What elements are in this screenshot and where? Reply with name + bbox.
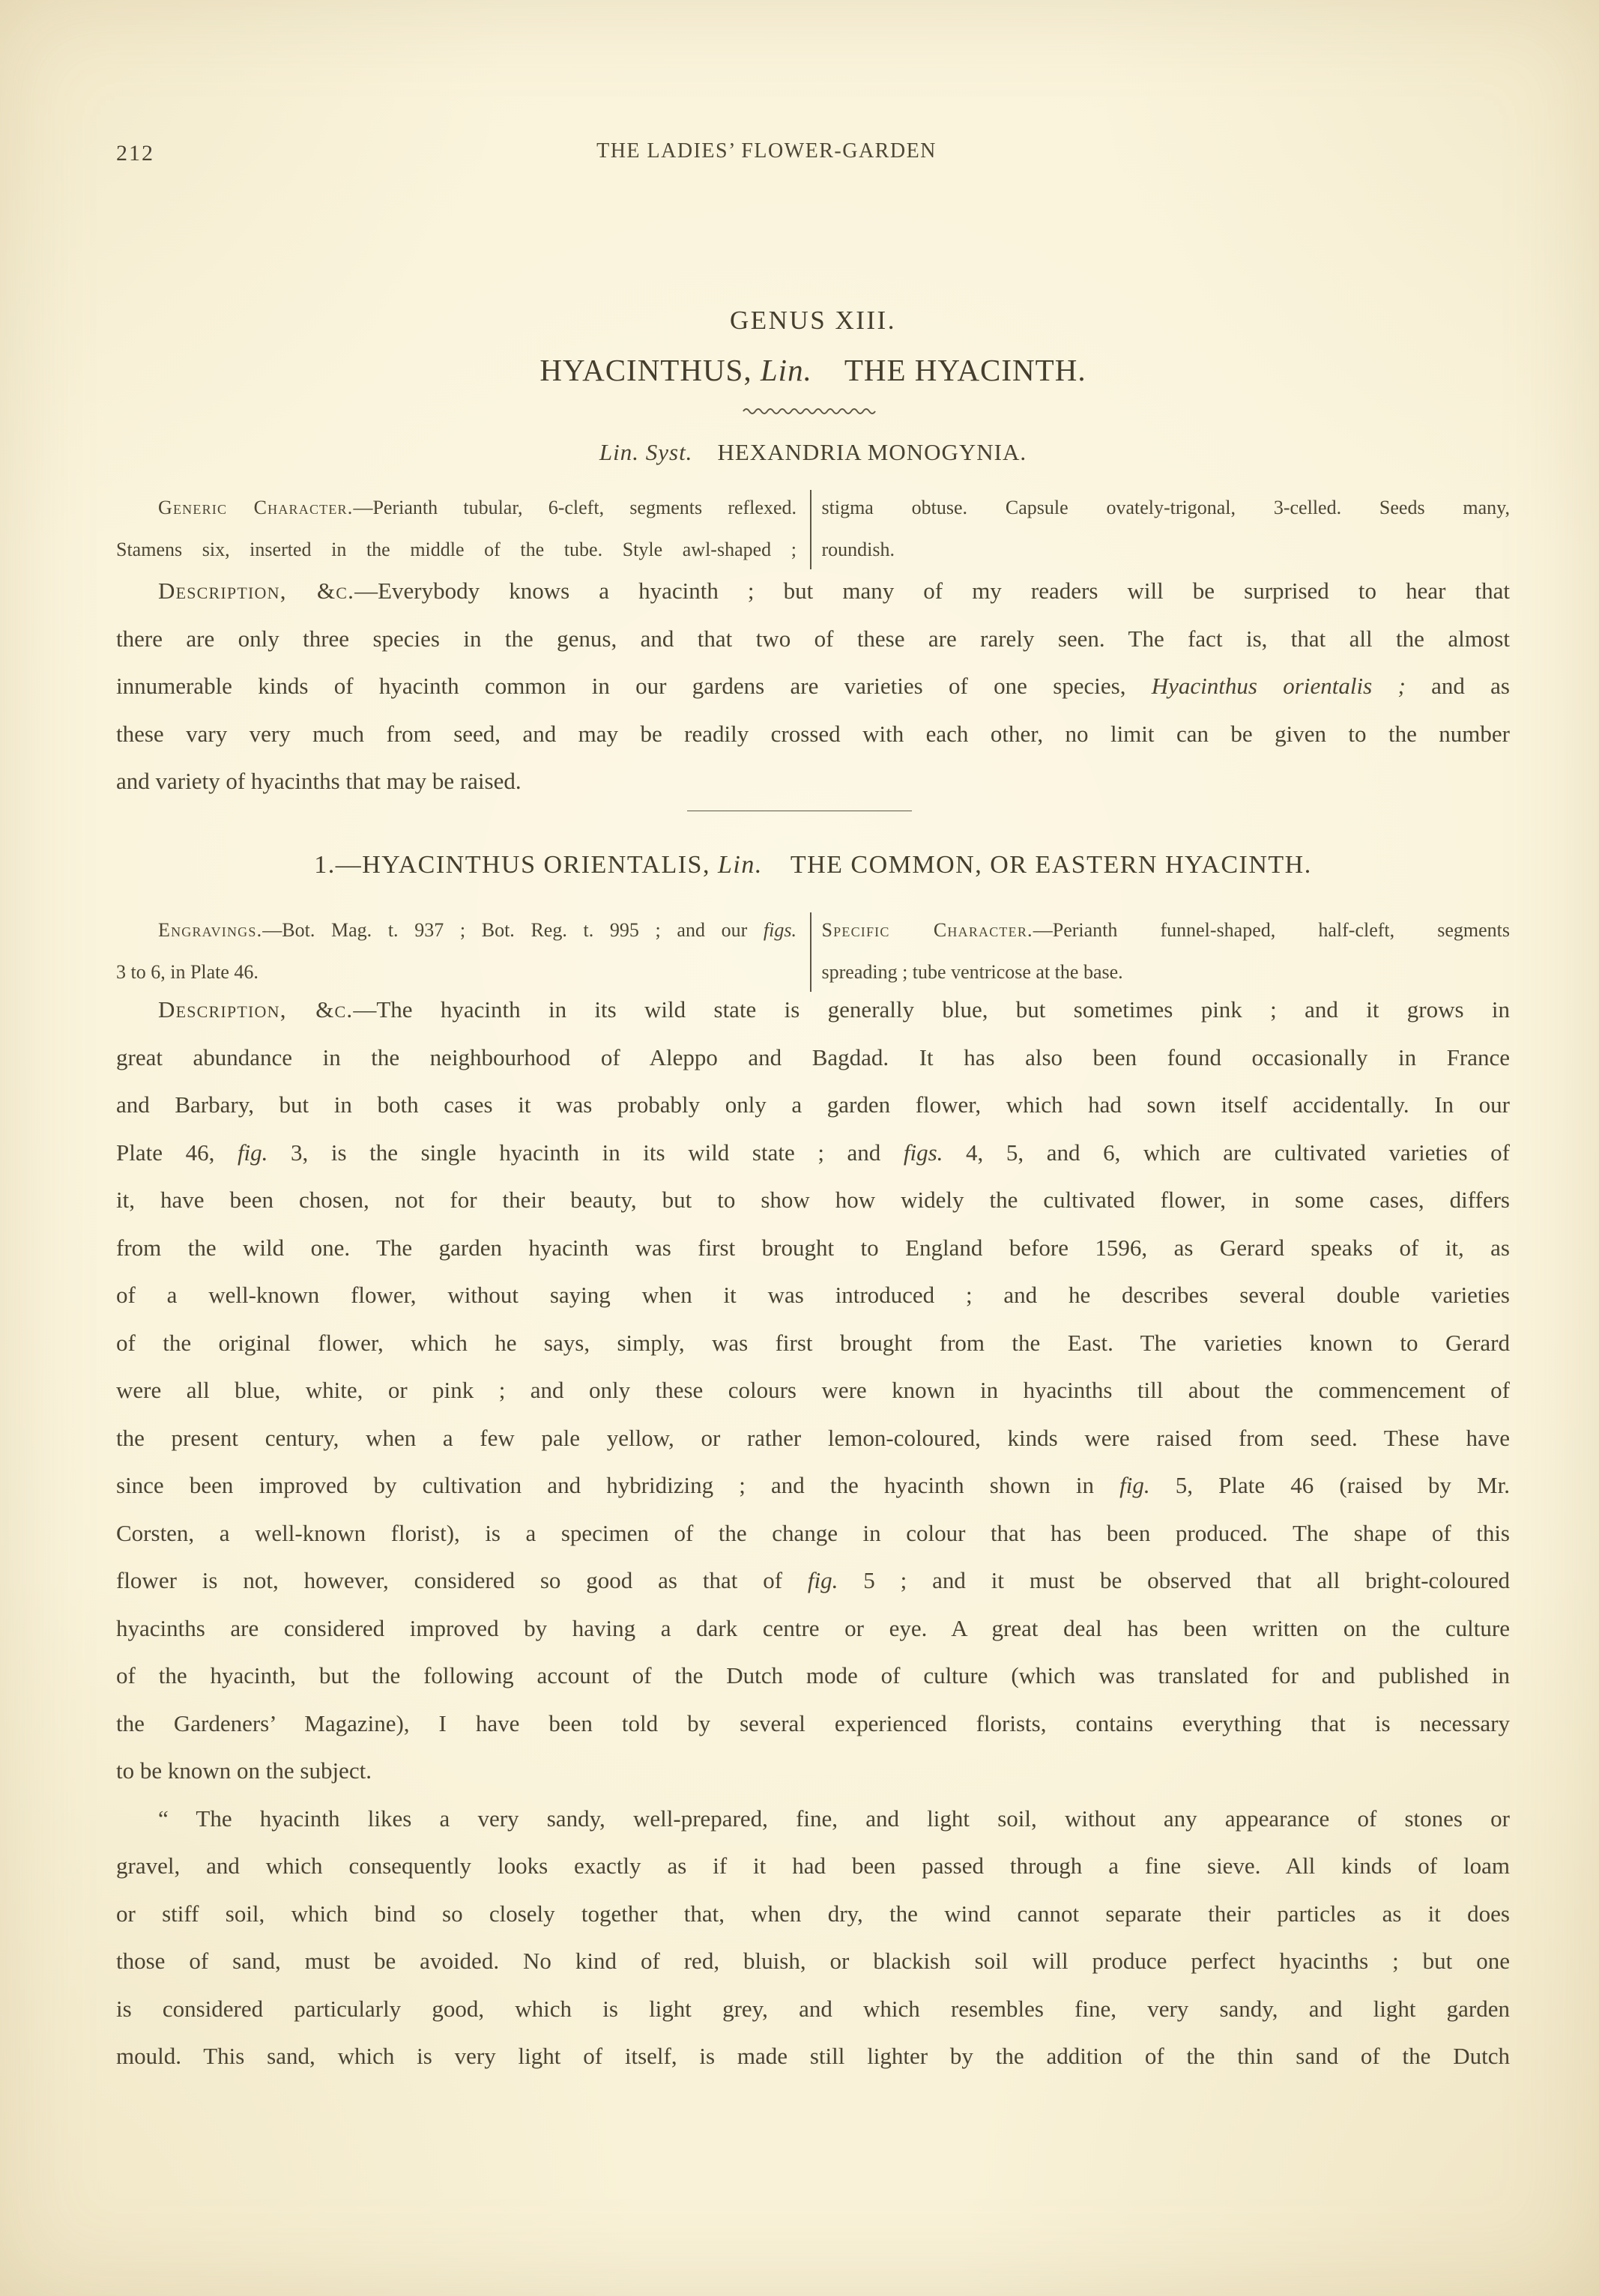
species-body: [116, 986, 1510, 2080]
culture-quote-paragraph: “ The hyacinth likes a very sandy, well-prepared, fine, and light soil, without any appearance of stones or gravel, and which consequently looks exactly as if it had been passed through a fine sieve. All kinds of loam or stiff soil, which bind so closely together that, when dry, the wind cannot separate their particles as it does those of sand, must be avoided. No kind of red, bluish, or blackish soil will produce perfect hyacinths ; but one is considered particularly good, which is light grey, and which resembles fine, very sandy, and light garden mould. This sand, which is very light of itself, is made still lighter by the addition of the thin sand of the Dutch: [116, 1805, 1510, 2069]
generic-character-right: stigma obtuse. Capsule ovately-trigonal, 3-celled. Seeds many, roundish.: [821, 497, 1510, 560]
page-number: 212: [116, 141, 154, 166]
generic-character-left: Generic Character.—Perianth tubular, 6-cleft, segments reflexed. Stamens six, inserted in the middle of the tube. Style awl-shaped ;: [116, 497, 797, 560]
genus-title: HYACINTHUS, Lin. THE HYACINTH.: [539, 353, 1086, 387]
species-heading: 1.—HYACINTHUS ORIENTALIS, Lin. THE COMMON, OR EASTERN HYACINTH.: [314, 851, 1312, 879]
specific-character-note: Specific Character.—Perianth funnel-shaped, half-cleft, segments spreading ; tube ventricose at the base.: [821, 919, 1511, 983]
engravings-note: Engravings.—Bot. Mag. t. 937 ; Bot. Reg. t. 995 ; and our figs. 3 to 6, in Plate 46.: [116, 919, 797, 983]
genus-description-paragraph: Description, &c.—Everybody knows a hyacinth ; but many of my readers will be surprised to hear that there are only three species in the genus, and that two of these are rarely seen. The fact is, that all the almost innumerable kinds of hyacinth common in our gardens are varieties of one species, Hyacinthus orientalis ; and as these vary very much from seed, and may be readily crossed with each other, no limit can be given to the number and variety of hyacinths that may be raised.: [116, 578, 1510, 794]
genus-heading: GENUS XIII.: [730, 306, 896, 335]
genus-description: [116, 567, 1510, 805]
wavy-line-icon: [742, 405, 884, 416]
species-notes-block: [116, 909, 1510, 993]
running-header: THE LADIES’ FLOWER-GARDEN: [596, 139, 937, 163]
generic-character-block: [116, 487, 1510, 571]
wavy-line-ornament: [116, 405, 1510, 419]
column-divider: [810, 490, 811, 569]
species-description-paragraph: Description, &c.—The hyacinth in its wild state is generally blue, but sometimes pink ; and it grows in great abundance in the neighbourhood of Aleppo and Bagdad. It has also been found occasionally in France and Barbary, but in both cases it was probably only a garden flower, which had sown itself accidentally. In our Plate 46, fig. 3, is the single hyacinth in its wild state ; and figs. 4, 5, and 6, which are cultivated varieties of it, have been chosen, not for their beauty, but to show how widely the cultivated flower, in some cases, differs from the wild one. The garden hyacinth was first brought to England before 1596, as Gerard speaks of it, as of a well-known flower, without saying when it was introduced ; and he describes several double varieties of the original flower, which he says, simply, was first brought from the East. The varieties known to Gerard were all blue, white, or pink ; and only these colours were known in hyacinths till about the commencement of the present century, when a few pale yellow, or rather lemon-coloured, kinds were raised from seed. These have since been improved by cultivation and hybridizing ; and the hyacinth shown in fig. 5, Plate 46 (raised by Mr. Corsten, a well-known florist), is a specimen of the change in colour that has been produced. The shape of this flower is not, however, considered so good as that of fig. 5 ; and it must be observed that all bright-coloured hyacinths are considered improved by having a dark centre or eye. A great deal has been written on the culture of the hyacinth, but the following account of the Dutch mode of culture (which was translated for and published in the Gardeners’ Magazine), I have been told by several experienced florists, contains everything that is necessary to be known on the subject.: [116, 996, 1510, 1784]
linnaean-system-line: Lin. Syst. HEXANDRIA MONOGYNIA.: [599, 439, 1027, 465]
column-divider: [810, 912, 811, 992]
page-header: [116, 139, 1510, 172]
